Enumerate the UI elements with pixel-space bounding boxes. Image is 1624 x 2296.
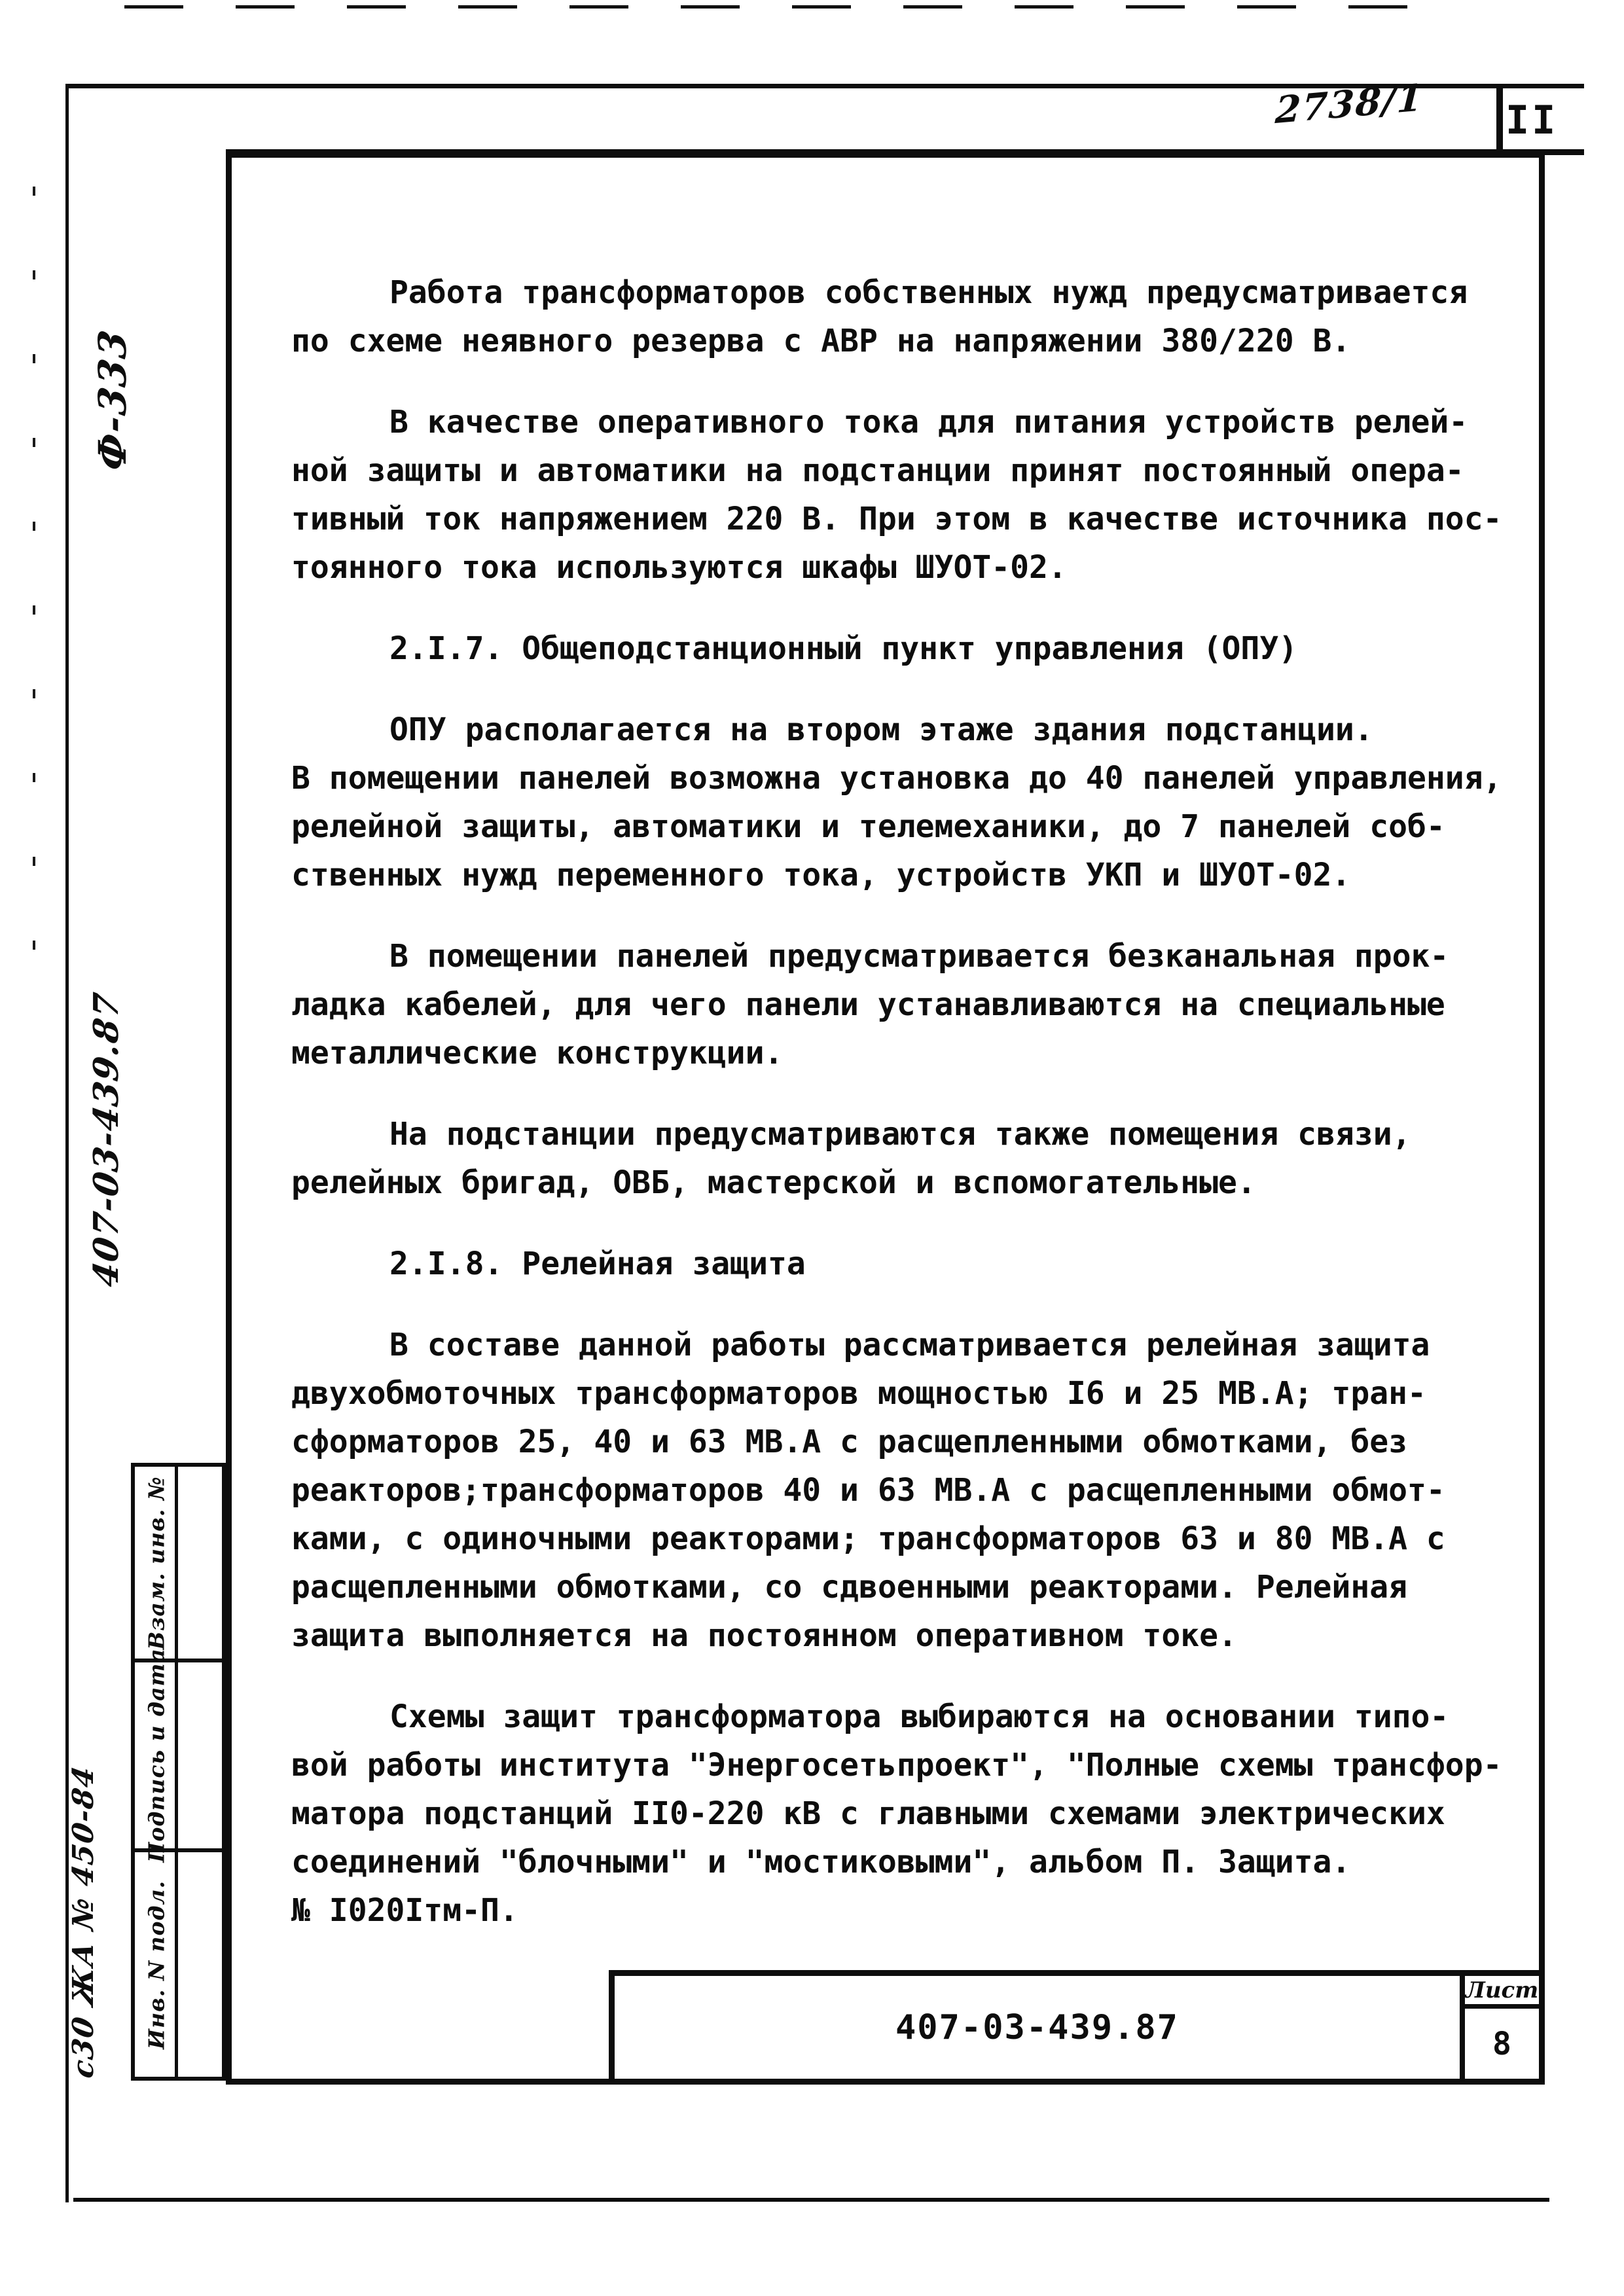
title-block-sheet-cell — [1460, 1976, 1539, 2079]
text-line: вой работы института "Энергосетьпроект", "Полные схемы трансфор- — [291, 1747, 1502, 1784]
text-line: ладка кабелей, для чего панели устанавливаются на специальные — [291, 986, 1445, 1023]
text-line: тоянного тока используются шкафы ШУОТ-02. — [291, 549, 1067, 586]
paragraph — [291, 706, 1509, 899]
sheet-label: Лист — [1465, 1976, 1539, 2009]
scan-left-dashes — [33, 187, 35, 1024]
stamp-box-vzam-inv — [131, 1463, 226, 1662]
section-heading — [291, 1240, 1509, 1288]
stamp-divider — [175, 1662, 178, 1848]
title-block — [609, 1970, 1545, 2085]
stamp-label: Взам. инв. № — [143, 1475, 170, 1650]
text-line: На подстанции предусматриваются также помещения связи, — [389, 1116, 1411, 1153]
text-line: двухобмоточных трансформаторов мощностью I6 и 25 МВ.А; тран- — [291, 1375, 1426, 1412]
text-line: ной защиты и автоматики на подстанции принят постоянный опера- — [291, 452, 1464, 489]
text-line: металлические конструкции. — [291, 1035, 784, 1071]
handwritten-number: 2738/1 — [1274, 75, 1425, 133]
text-line: реакторов;трансформаторов 40 и 63 МВ.А с расщепленными обмот- — [291, 1472, 1445, 1509]
text-line: ками, с одиночными реакторами; трансформаторов 63 и 80 МВ.А с — [291, 1520, 1445, 1557]
section-heading — [291, 624, 1509, 673]
paragraph — [291, 932, 1509, 1077]
margin-inventory-code: с30 ЖА № 450-84 — [67, 1763, 100, 2081]
text-line: ОПУ располагается на втором этаже здания подстанции. — [389, 711, 1373, 748]
stamp-column — [131, 1463, 226, 2081]
text-line: Работа трансформаторов собственных нужд предусматривается — [389, 274, 1468, 311]
paragraph — [291, 398, 1509, 592]
sheet-number: 8 — [1492, 2025, 1511, 2062]
margin-form-code: Ф-333 — [90, 325, 135, 474]
text-line: ственных нужд переменного тока, устройств УКП и ШУОТ-02. — [291, 857, 1351, 893]
paragraph — [291, 1321, 1509, 1660]
outer-frame-bottom — [73, 2198, 1549, 2202]
text-line: релейной защиты, автоматики и телемеханики, до 7 панелей соб- — [291, 808, 1445, 845]
text-line: № I020Iтм-П. — [291, 1892, 518, 1929]
stamp-box-podpis-data — [131, 1648, 226, 1863]
stamp-label: Подпись и дата — [143, 1648, 170, 1863]
scan-edge-dashes — [124, 5, 1440, 9]
stamp-divider — [175, 1852, 178, 2077]
page-number-cell-divider — [1496, 85, 1503, 154]
margin-doc-code: 407-03-439.87 — [86, 988, 126, 1290]
text-line: расщепленными обмотками, со сдвоенными реакторами. Релейная — [291, 1569, 1408, 1605]
title-block-doc-number: 407-03-439.87 — [895, 2007, 1179, 2047]
text-line: В качестве оперативного тока для питания устройств релей- — [389, 404, 1468, 440]
text-line: тивный ток напряжением 220 В. При этом в качестве источника пос- — [291, 501, 1502, 537]
text-line: матора подстанций II0-220 кВ с главными схемами электрических — [291, 1795, 1445, 1832]
text-line: сформаторов 25, 40 и 63 МВ.А с расщепленными обмотками, без — [291, 1424, 1408, 1460]
text-line: В помещении панелей предусматривается безканальная прок- — [389, 938, 1449, 975]
text-line: Схемы защит трансформатора выбираются на основании типо- — [389, 1698, 1449, 1735]
text-line: В составе данной работы рассматривается релейная защита — [389, 1327, 1430, 1363]
text-line: соединений "блочными" и "мостиковыми", альбом П. Защита. — [291, 1844, 1351, 1880]
stamp-label: Инв. N подл. — [143, 1880, 170, 2049]
text-line: 2.I.7. Общеподстанционный пункт управления (ОПУ) — [389, 630, 1298, 667]
text-line: В помещении панелей возможна установка до 40 панелей управления, — [291, 760, 1502, 797]
text-line: 2.I.8. Релейная защита — [389, 1246, 806, 1282]
text-line: по схеме неявного резерва с АВР на напряжении 380/220 В. — [291, 323, 1351, 359]
paragraph — [291, 268, 1509, 365]
paragraph — [291, 1693, 1509, 1935]
paragraph — [291, 1110, 1509, 1207]
document-body — [291, 268, 1509, 1935]
text-line: защита выполняется на постоянном оперативном токе. — [291, 1617, 1237, 1654]
stamp-divider — [175, 1467, 178, 1659]
text-line: релейных бригад, ОВБ, мастерской и вспомогательные. — [291, 1164, 1256, 1201]
page-number: II — [1506, 98, 1559, 143]
stamp-box-inv-podl — [131, 1848, 226, 2081]
